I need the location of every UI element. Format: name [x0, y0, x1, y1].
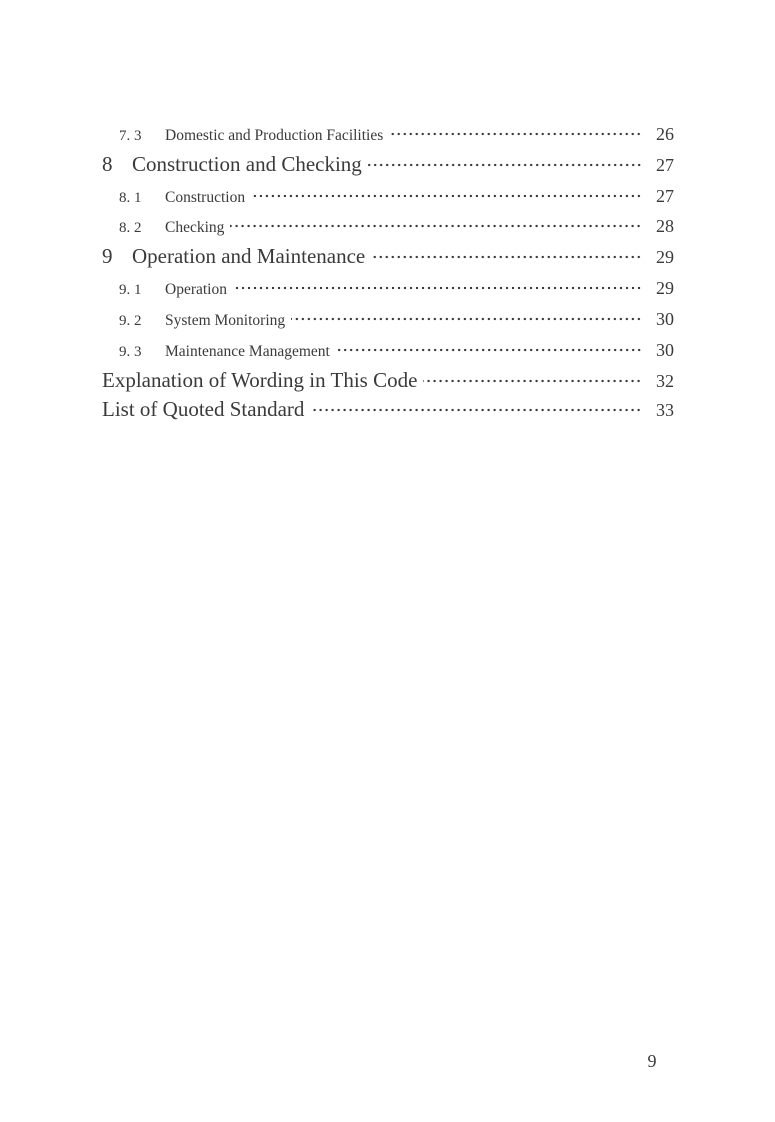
toc-entry-page: 33	[656, 400, 674, 420]
toc-entry-number: 8. 2	[119, 220, 142, 236]
toc-entry-chapter-9[interactable]	[102, 244, 674, 270]
dot-leader	[389, 126, 642, 142]
toc-entry-8-1[interactable]	[119, 186, 674, 206]
dot-leader	[371, 247, 642, 268]
toc-entry-number: 9	[102, 244, 113, 268]
toc-entry-title: System Monitoring	[165, 312, 286, 329]
toc-entry-title: Domestic and Production Facilities	[165, 127, 384, 144]
toc-entry-9-2[interactable]	[119, 309, 674, 329]
toc-entry-9-1[interactable]	[119, 278, 674, 298]
toc-entry-number: 9. 2	[119, 313, 142, 329]
toc-entry-number: 7. 3	[119, 128, 142, 144]
dot-leader	[251, 188, 642, 204]
toc-entry-number: 8. 1	[119, 190, 142, 206]
dot-leader	[233, 280, 642, 296]
toc-entry-title: Construction and Checking	[132, 152, 362, 176]
toc-entry-page: 27	[656, 186, 674, 206]
toc-entry-page: 30	[656, 309, 674, 329]
toc-entry-number: 9. 3	[119, 344, 142, 360]
toc-entry-title: Checking	[165, 219, 225, 236]
dot-leader	[310, 400, 642, 421]
toc-entry-list-of-quoted-standard[interactable]	[102, 397, 674, 423]
toc-entry-chapter-8[interactable]	[102, 152, 674, 178]
toc-entry-title: Operation	[165, 281, 227, 298]
toc-entry-page: 28	[656, 216, 674, 236]
toc-entry-title: Operation and Maintenance	[132, 244, 366, 268]
toc-entry-title: Explanation of Wording in This Code	[102, 368, 418, 392]
toc-entry-title: List of Quoted Standard	[102, 397, 305, 421]
dot-leader	[368, 155, 642, 176]
toc-entry-explanation-of-wording[interactable]	[102, 368, 674, 394]
toc-entry-number: 8	[102, 152, 113, 176]
toc-entry-9-3[interactable]	[119, 340, 674, 360]
toc-entry-page: 32	[656, 371, 674, 391]
toc-entry-page: 29	[656, 278, 674, 298]
dot-leader	[230, 218, 642, 234]
dot-leader	[291, 311, 642, 327]
toc-entry-title: Maintenance Management	[165, 343, 330, 360]
toc-entry-number: 9. 1	[119, 282, 142, 298]
toc-entry-page: 26	[656, 124, 674, 144]
toc-entry-7-3[interactable]	[119, 124, 674, 144]
toc-entry-8-2[interactable]	[119, 216, 674, 236]
toc-entry-page: 30	[656, 340, 674, 360]
dot-leader	[336, 342, 642, 358]
toc-entry-title: Construction	[165, 189, 246, 206]
dot-leader	[423, 371, 642, 392]
toc-entry-page: 29	[656, 247, 674, 267]
toc-entry-page: 27	[656, 155, 674, 175]
page-number: 9	[647, 1051, 657, 1071]
